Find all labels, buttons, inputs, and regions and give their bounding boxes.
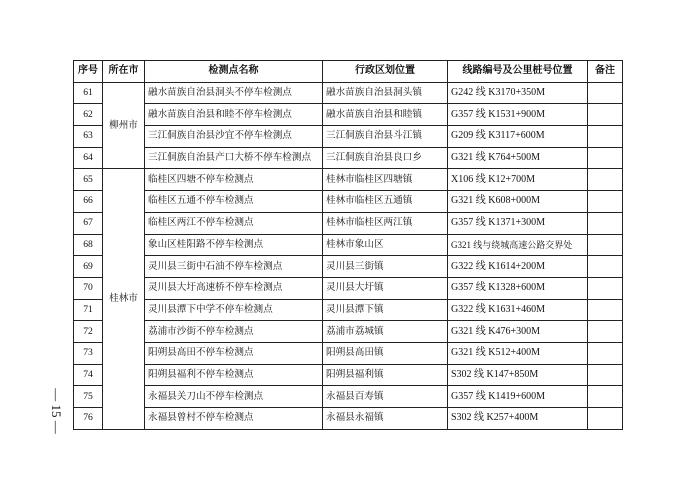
cell-checkpoint-name: 融水苗族自治县洞头不停车检测点: [145, 82, 323, 104]
cell-serial-number: 66: [74, 191, 103, 213]
cell-checkpoint-name: 临桂区两江不停车检测点: [145, 212, 323, 234]
cell-admin-location: 融水苗族自治县和睦镇: [323, 104, 448, 126]
cell-checkpoint-name: 永福县关刀山不停车检测点: [145, 386, 323, 408]
cell-checkpoint-name: 灵川县三街中石油不停车检测点: [145, 256, 323, 278]
cell-route-milestone: G321 线 K512+400M: [448, 342, 588, 364]
cell-city-guilin: 桂林市: [103, 169, 145, 429]
table-row: [74, 212, 623, 234]
cell-remarks: [588, 256, 623, 278]
cell-remarks: [588, 408, 623, 430]
cell-admin-location: 融水苗族自治县洞头镇: [323, 82, 448, 104]
table-row: [74, 321, 623, 343]
cell-checkpoint-name: 临桂区五通不停车检测点: [145, 191, 323, 213]
table-row: [74, 82, 623, 104]
cell-remarks: [588, 147, 623, 169]
cell-route-milestone: G321 线 K476+300M: [448, 321, 588, 343]
cell-remarks: [588, 212, 623, 234]
cell-serial-number: 67: [74, 212, 103, 234]
table-row: [74, 364, 623, 386]
table-row: [74, 342, 623, 364]
cell-route-milestone: G357 线 K1419+600M: [448, 386, 588, 408]
cell-route-milestone: G322 线 K1631+460M: [448, 299, 588, 321]
table-row: [74, 408, 623, 430]
cell-admin-location: 阳朔县高田镇: [323, 342, 448, 364]
cell-admin-location: 永福县百寿镇: [323, 386, 448, 408]
cell-remarks: [588, 364, 623, 386]
cell-remarks: [588, 299, 623, 321]
cell-route-milestone: G321 线 K764+500M: [448, 147, 588, 169]
cell-serial-number: 69: [74, 256, 103, 278]
cell-admin-location: 灵川县潭下镇: [323, 299, 448, 321]
cell-checkpoint-name: 融水苗族自治县和睦不停车检测点: [145, 104, 323, 126]
cell-checkpoint-name: 三江侗族自治县沙宜不停车检测点: [145, 126, 323, 148]
cell-route-milestone: G322 线 K1614+200M: [448, 256, 588, 278]
table-header-row: [74, 61, 623, 83]
cell-serial-number: 64: [74, 147, 103, 169]
cell-route-milestone: S302 线 K147+850M: [448, 364, 588, 386]
cell-route-milestone: G357 线 K1328+600M: [448, 277, 588, 299]
page-number-text: — 15 —: [49, 388, 64, 434]
cell-remarks: [588, 234, 623, 256]
table-row: [74, 147, 623, 169]
header-serial-number: 序号: [74, 61, 103, 83]
cell-serial-number: 74: [74, 364, 103, 386]
cell-route-milestone: G357 线 K1531+900M: [448, 104, 588, 126]
cell-admin-location: 桂林市临桂区四塘镇: [323, 169, 448, 191]
cell-route-milestone: X106 线 K12+700M: [448, 169, 588, 191]
cell-serial-number: 71: [74, 299, 103, 321]
cell-checkpoint-name: 三江侗族自治县产口大桥不停车检测点: [145, 147, 323, 169]
header-checkpoint-name: 检测点名称: [145, 61, 323, 83]
header-admin-location: 行政区划位置: [323, 61, 448, 83]
cell-remarks: [588, 82, 623, 104]
cell-checkpoint-name: 临桂区四塘不停车检测点: [145, 169, 323, 191]
table-row: [74, 256, 623, 278]
cell-checkpoint-name: 灵川县大圩高速桥不停车检测点: [145, 277, 323, 299]
cell-remarks: [588, 342, 623, 364]
cell-checkpoint-name: 永福县曾村不停车检测点: [145, 408, 323, 430]
cell-serial-number: 73: [74, 342, 103, 364]
cell-checkpoint-name: 灵川县潭下中学不停车检测点: [145, 299, 323, 321]
cell-admin-location: 灵川县大圩镇: [323, 277, 448, 299]
cell-city-liuzhou: 柳州市: [103, 82, 145, 169]
cell-remarks: [588, 321, 623, 343]
cell-serial-number: 61: [74, 82, 103, 104]
cell-route-milestone: S302 线 K257+400M: [448, 408, 588, 430]
cell-serial-number: 68: [74, 234, 103, 256]
header-route-milestone: 线路编号及公里桩号位置: [448, 61, 588, 83]
cell-admin-location: 永福县永福镇: [323, 408, 448, 430]
table-row: [74, 277, 623, 299]
cell-serial-number: 75: [74, 386, 103, 408]
cell-route-milestone: G321 线 K608+000M: [448, 191, 588, 213]
cell-admin-location: 三江侗族自治县良口乡: [323, 147, 448, 169]
cell-admin-location: 荔浦市荔城镇: [323, 321, 448, 343]
table-row: [74, 126, 623, 148]
cell-route-milestone: G321 线与绕城高速公路交界处: [448, 234, 588, 256]
cell-remarks: [588, 191, 623, 213]
cell-serial-number: 76: [74, 408, 103, 430]
table-row: [74, 104, 623, 126]
cell-remarks: [588, 169, 623, 191]
cell-checkpoint-name: 阳朔县高田不停车检测点: [145, 342, 323, 364]
cell-admin-location: 桂林市象山区: [323, 234, 448, 256]
cell-serial-number: 72: [74, 321, 103, 343]
cell-remarks: [588, 386, 623, 408]
cell-admin-location: 桂林市临桂区两江镇: [323, 212, 448, 234]
cell-serial-number: 63: [74, 126, 103, 148]
cell-admin-location: 三江侗族自治县斗江镇: [323, 126, 448, 148]
cell-serial-number: 62: [74, 104, 103, 126]
cell-remarks: [588, 277, 623, 299]
cell-remarks: [588, 104, 623, 126]
cell-serial-number: 65: [74, 169, 103, 191]
table-row: [74, 234, 623, 256]
header-city: 所在市: [103, 61, 145, 83]
cell-serial-number: 70: [74, 277, 103, 299]
cell-checkpoint-name: 象山区桂阳路不停车检测点: [145, 234, 323, 256]
cell-route-milestone: G209 线 K3117+600M: [448, 126, 588, 148]
checkpoint-table: [73, 60, 623, 430]
table-row: [74, 191, 623, 213]
page-number: [46, 380, 66, 442]
table-row: [74, 169, 623, 191]
cell-admin-location: 灵川县三街镇: [323, 256, 448, 278]
header-remarks: 备注: [588, 61, 623, 83]
cell-admin-location: 阳朔县福利镇: [323, 364, 448, 386]
cell-checkpoint-name: 阳朔县福利不停车检测点: [145, 364, 323, 386]
cell-route-milestone: G357 线 K1371+300M: [448, 212, 588, 234]
table-row: [74, 386, 623, 408]
cell-checkpoint-name: 荔浦市沙街不停车检测点: [145, 321, 323, 343]
cell-route-milestone: G242 线 K3170+350M: [448, 82, 588, 104]
cell-remarks: [588, 126, 623, 148]
cell-admin-location: 桂林市临桂区五通镇: [323, 191, 448, 213]
table-row: [74, 299, 623, 321]
